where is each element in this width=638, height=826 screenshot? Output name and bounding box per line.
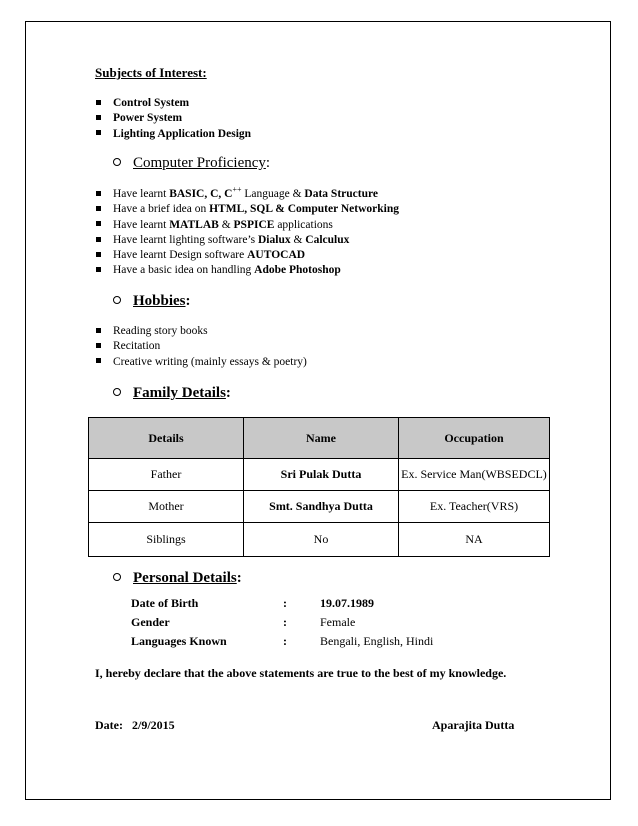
circle-bullet-icon: [113, 388, 121, 396]
square-bullet-icon: [96, 115, 101, 120]
date-value: 2/9/2015: [131, 718, 175, 732]
family-header-occupation: Occupation: [399, 418, 550, 459]
square-bullet-icon: [96, 221, 101, 226]
square-bullet-icon: [96, 328, 101, 333]
list-item-text: Lighting Application Design: [113, 127, 252, 140]
square-bullet-icon: [96, 100, 101, 105]
dob-label: Date of Birth: [131, 596, 199, 610]
hobbies-heading: [113, 293, 191, 310]
personal-row-dob: [0, 594, 638, 612]
list-item: [96, 324, 307, 339]
list-item-text: Have learnt: [113, 218, 170, 231]
signature-name: Aparajita Dutta: [432, 718, 515, 732]
list-item: [96, 248, 399, 263]
square-bullet-icon: [96, 252, 101, 257]
table-row: [89, 459, 550, 491]
family-header-row: [89, 418, 550, 459]
personal-row-languages: [0, 632, 638, 650]
subjects-list: [96, 96, 251, 142]
circle-bullet-icon: [113, 573, 121, 581]
personal-title: Personal Details: [133, 570, 237, 586]
hobbies-title: Hobbies: [133, 293, 186, 309]
declaration-text: I, hereby declare that the above statements are true to the best of my knowledge.: [95, 666, 507, 680]
date-label: Date:: [95, 718, 123, 732]
list-item-text: Have a brief idea on: [113, 203, 210, 216]
list-item-text: BASIC, C, C: [169, 188, 233, 200]
list-item: [96, 218, 399, 233]
family-header-name: Name: [244, 418, 399, 459]
family-cell-occupation: NA: [399, 523, 550, 557]
family-colon: :: [225, 385, 231, 401]
family-cell-relation: Mother: [89, 491, 244, 523]
list-item-text: Control System: [113, 97, 190, 109]
hobbies-list: [96, 324, 307, 370]
square-bullet-icon: [96, 358, 101, 363]
personal-heading: [113, 570, 242, 587]
family-table: [88, 417, 550, 557]
list-item-text: &: [290, 233, 306, 246]
dob-separator: :: [283, 596, 287, 610]
list-item-text: HTML, SQL & Computer Networking: [209, 203, 399, 216]
languages-label: Languages Known: [131, 634, 227, 648]
list-item: [96, 339, 307, 354]
square-bullet-icon: [96, 237, 101, 242]
list-item-text: &: [218, 218, 234, 231]
date-line: [95, 718, 175, 733]
list-item-text: Dialux: [258, 233, 291, 246]
hobbies-colon: :: [185, 293, 191, 309]
list-item-text: ++: [232, 185, 242, 195]
family-cell-name: Sri Pulak Dutta: [244, 459, 399, 491]
family-title: Family Details: [133, 385, 226, 401]
list-item-text: Creative writing (mainly essays & poetry): [113, 355, 307, 368]
list-item: [96, 187, 399, 202]
family-cell-occupation: Ex. Service Man(WBSEDCL): [399, 459, 550, 491]
list-item-text: Data Structure: [304, 188, 378, 200]
square-bullet-icon: [96, 343, 101, 348]
list-item: [96, 355, 307, 370]
list-item-text: Have a basic idea on handling: [113, 264, 255, 277]
family-cell-name: Smt. Sandhya Dutta: [244, 491, 399, 523]
list-item-text: Have learnt lighting software’s: [113, 233, 258, 246]
list-item-text: Have learnt: [113, 188, 170, 200]
languages-value: Bengali, English, Hindi: [320, 634, 434, 648]
list-item: [96, 202, 399, 217]
list-item: [96, 233, 399, 248]
computer-colon: :: [265, 155, 271, 171]
list-item-text: Recitation: [113, 340, 161, 353]
square-bullet-icon: [96, 191, 101, 196]
list-item-text: Power System: [113, 112, 183, 125]
family-cell-relation: Father: [89, 459, 244, 491]
list-item-text: Adobe Photoshop: [254, 264, 341, 277]
square-bullet-icon: [96, 267, 101, 272]
family-cell-relation: Siblings: [89, 523, 244, 557]
circle-bullet-icon: [113, 158, 121, 166]
square-bullet-icon: [96, 130, 101, 135]
family-cell-name: No: [244, 523, 399, 557]
personal-colon: :: [236, 570, 242, 586]
circle-bullet-icon: [113, 296, 121, 304]
table-row: [89, 523, 550, 557]
list-item-text: Calculux: [305, 233, 350, 246]
list-item-text: PSPICE: [233, 218, 275, 231]
computer-title: Computer Proficiency: [133, 155, 266, 171]
list-item: [96, 127, 251, 142]
personal-row-gender: [0, 613, 638, 631]
list-item: [96, 96, 251, 111]
family-header-details: Details: [89, 418, 244, 459]
subjects-heading: Subjects of Interest:: [95, 65, 207, 80]
list-item: [96, 111, 251, 126]
family-cell-occupation: Ex. Teacher(VRS): [399, 491, 550, 523]
computer-heading: [113, 155, 270, 172]
languages-separator: :: [283, 634, 287, 648]
gender-label: Gender: [131, 615, 170, 629]
list-item-text: Language &: [241, 188, 305, 200]
list-item: [96, 263, 399, 278]
family-heading: [113, 385, 231, 402]
list-item-text: Have learnt Design software: [113, 249, 248, 262]
gender-value: Female: [320, 615, 356, 629]
list-item-text: Reading story books: [113, 325, 208, 337]
gender-separator: :: [283, 615, 287, 629]
list-item-text: AUTOCAD: [247, 249, 306, 262]
computer-list: [96, 187, 399, 279]
square-bullet-icon: [96, 206, 101, 211]
table-row: [89, 491, 550, 523]
dob-value: 19.07.1989: [320, 596, 374, 610]
list-item-text: applications: [274, 218, 333, 231]
list-item-text: MATLAB: [169, 218, 219, 231]
